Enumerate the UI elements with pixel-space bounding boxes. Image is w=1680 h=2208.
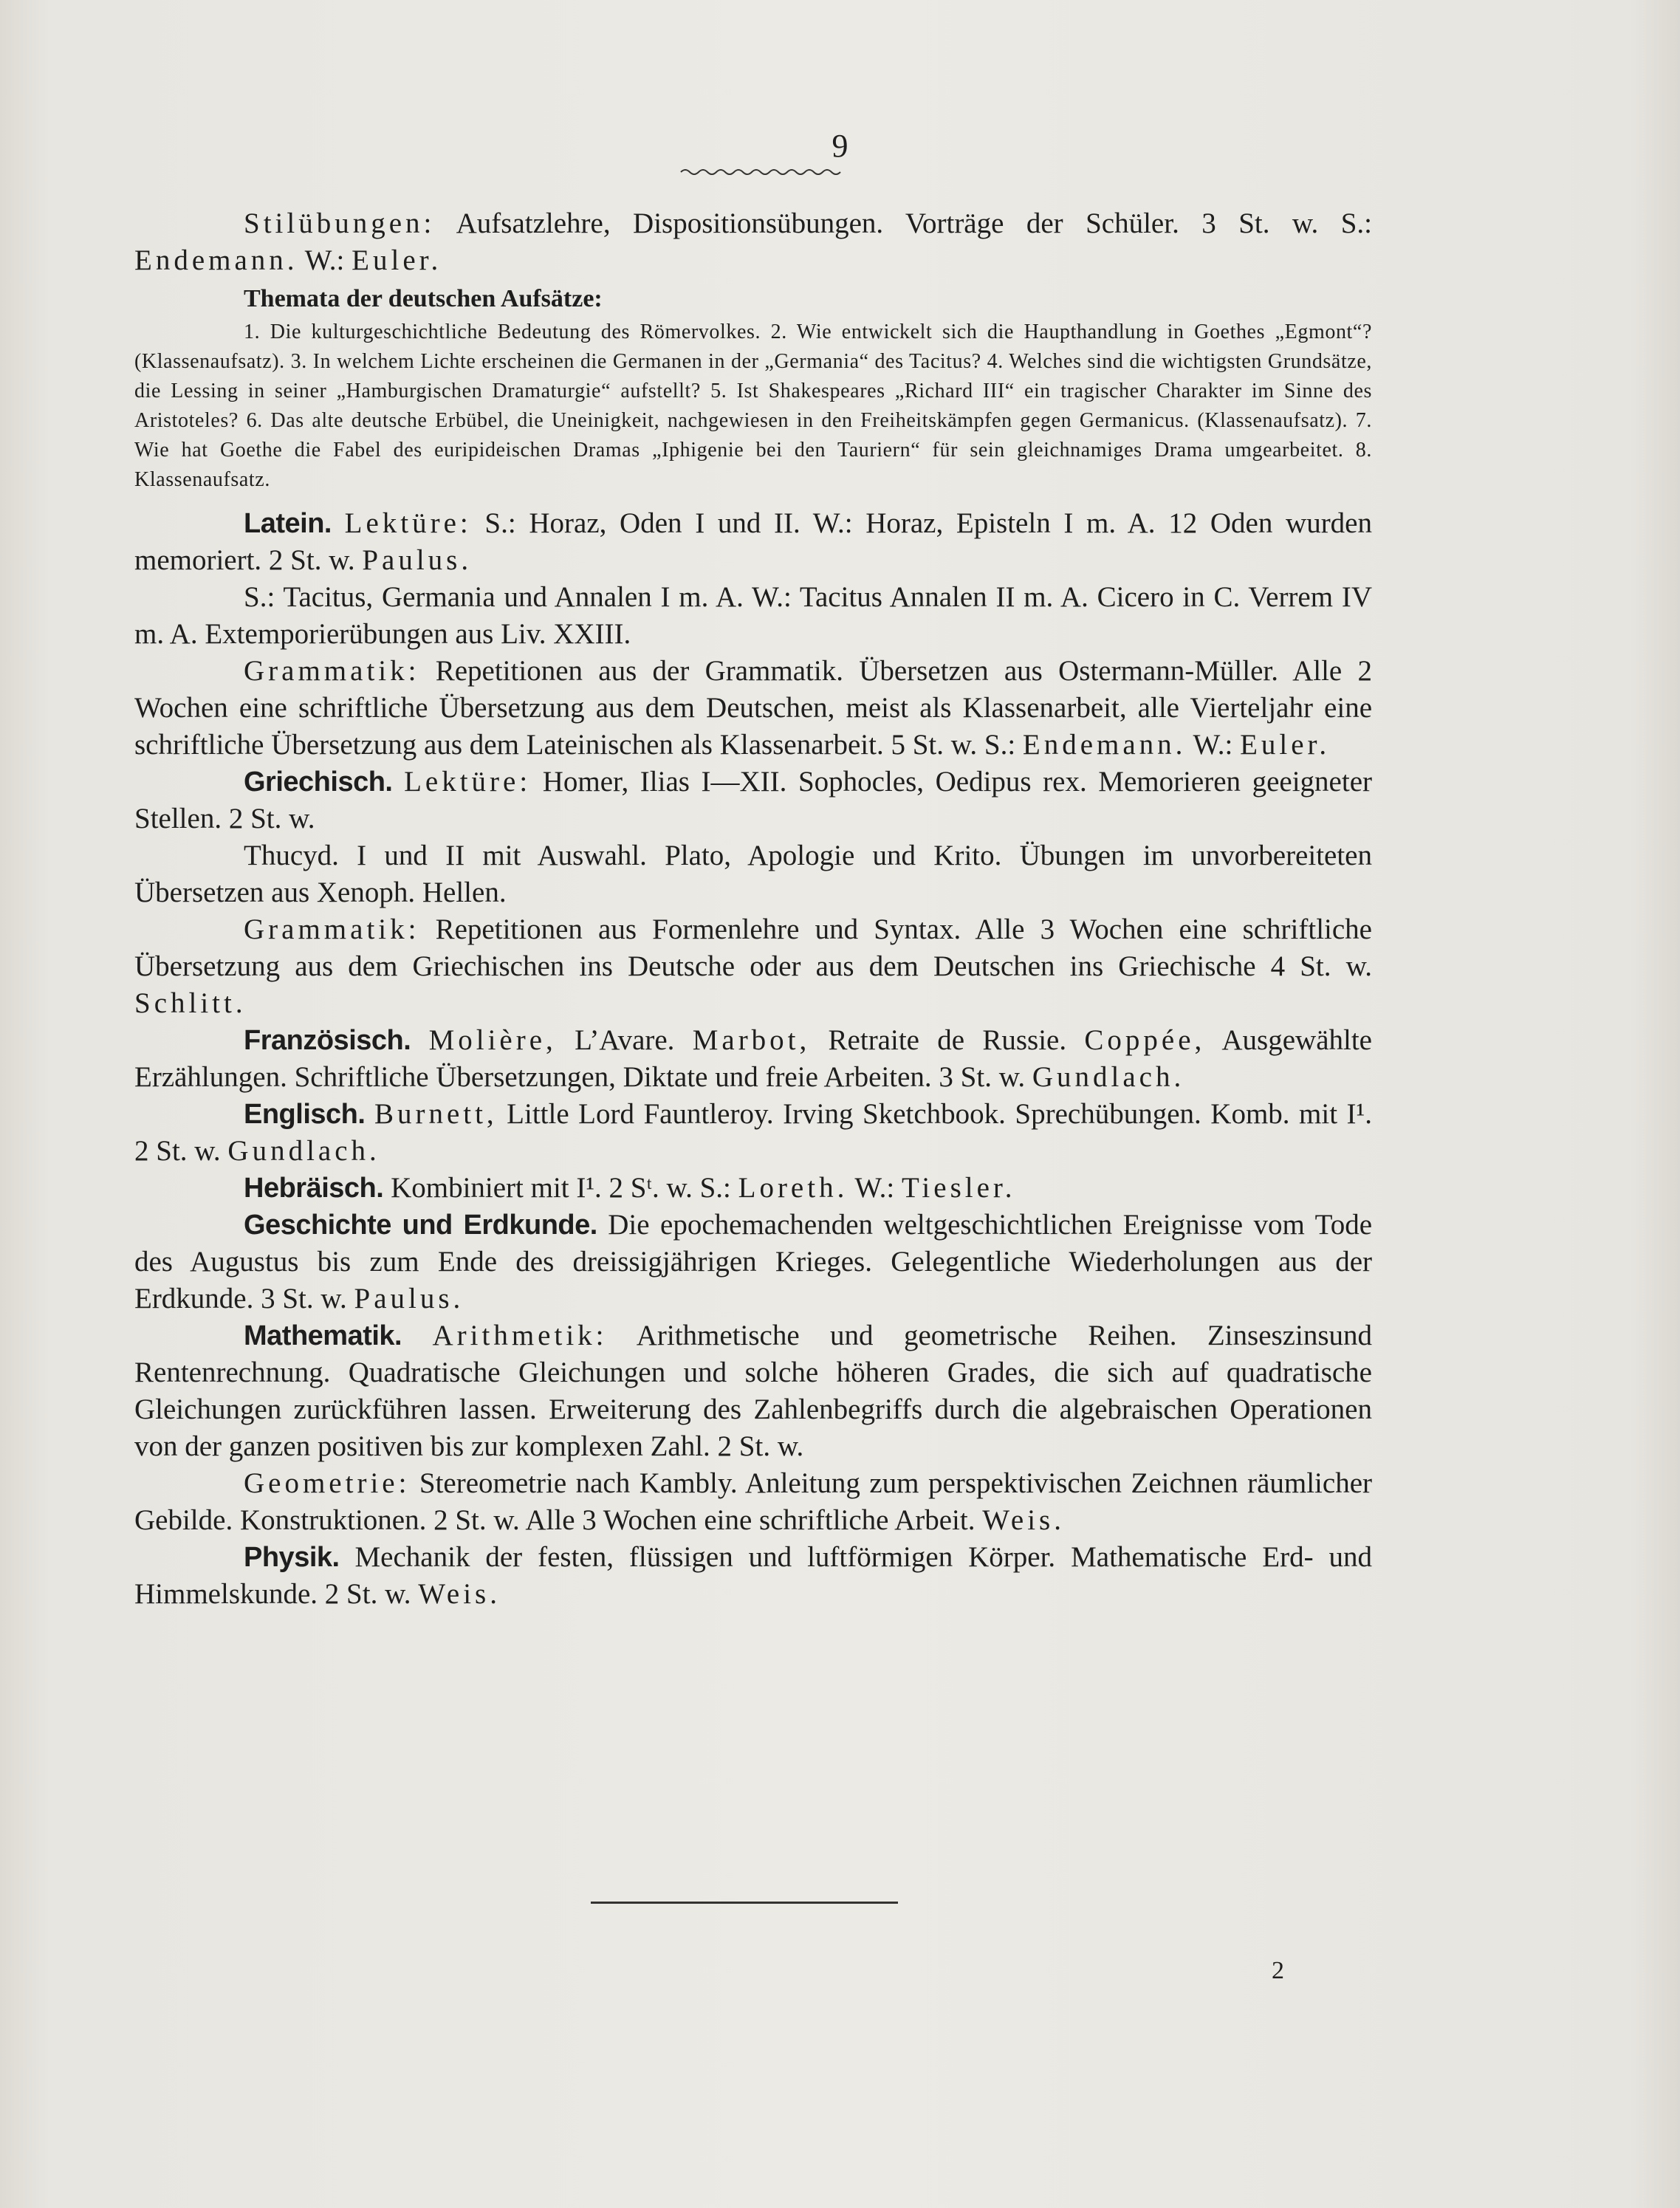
franz-text-2: Retraite de Russie. <box>810 1024 1085 1056</box>
subject-geschichte: Geschichte und Erdkunde. <box>244 1210 597 1241</box>
mathematik-arithmetik <box>134 1317 1372 1465</box>
physik-text: Mechanik der festen, flüssigen und luftförmigen Körper. Mathematische Erd- und Himmelskunde. 2 St. w. <box>134 1541 1372 1610</box>
subject-hebraeisch: Hebräisch. <box>244 1173 384 1204</box>
hebr-teacher-1: Loreth. <box>738 1172 848 1204</box>
griechisch-lektuere-2: Thucyd. I und II mit Auswahl. Plato, Apologie und Krito. Übungen im unvorbereiteten Übersetzen aus Xenoph. Hellen. <box>134 840 1372 908</box>
stil-teacher-1: Endemann. <box>134 244 298 276</box>
griechisch-lekt-label: Lektüre: <box>404 766 532 798</box>
griechisch-lekt-text: Homer, Ilias I—XII. Sophocles, Oedipus rex. Memorieren geeigneter Stellen. 2 St. w. <box>134 766 1372 834</box>
themata-title: Themata der deutschen Aufsätze: <box>244 285 603 312</box>
stil-teacher-2: Euler. <box>352 244 442 276</box>
stil-label: Stilübungen: <box>244 208 436 239</box>
math-geo-text: Stereometrie nach Kambly. Anleitung zum perspektivischen Zeichnen räumlicher Gebilde. Konstruktionen. 2 St. w. Alle 3 Wochen eine schriftliche Arbeit. <box>134 1467 1372 1536</box>
franz-text-3: Ausgewählte Erzählungen. Schriftliche Übersetzungen, Diktate und freie Arbeiten. 3 St. w. <box>134 1024 1372 1093</box>
hebr-mid: W.: <box>848 1172 902 1204</box>
geschichte-paragraph <box>134 1207 1372 1317</box>
subject-mathematik: Mathematik. <box>244 1320 402 1351</box>
stil-paragraph <box>134 205 1372 279</box>
physik-paragraph <box>134 1539 1372 1613</box>
latein-lekt-text: S.: Horaz, Oden I und II. W.: Horaz, Episteln I m. A. 12 Oden wurden memoriert. 2 St. w. <box>134 507 1372 576</box>
hebr-text: Kombiniert mit I¹. 2 Sᵗ. w. S.: <box>383 1172 738 1204</box>
latein-grammatik <box>134 653 1372 764</box>
latein-gram-text: Repetitionen aus der Grammatik. Übersetzen aus Ostermann-Müller. Alle 2 Wochen eine schriftliche Übersetzung aus dem Deutschen, meist als Klassenarbeit, alle Vierteljahr eine schriftliche Übersetzung aus dem Lateinischen als Klassenarbeit. 5 St. w. S.: <box>134 655 1372 761</box>
math-arith-text: Arithmetische und geometrische Reihen. Zinseszinsund Rentenrechnung. Quadratische Gleichungen und solche höheren Grades, die sich auf quadratische Gleichungen zurückführen lassen. Erweiterung des Zahlenbegriffs durch die algebraischen Operationen von der ganzen positiven bis zur komplexen Zahl. 2 St. w. <box>134 1320 1372 1462</box>
griechisch-gram-text: Repetitionen aus Formenlehre und Syntax. Alle 3 Wochen eine schriftliche Übersetzung aus dem Griechischen ins Deutsche oder aus dem Deutschen ins Griechische 4 St. w. <box>134 913 1372 982</box>
signature-mark: 2 <box>1272 1957 1284 1984</box>
physik-teacher: Weis. <box>418 1578 501 1610</box>
latein-gram-mid: W.: <box>1186 729 1241 761</box>
griechisch-gram-teacher: Schlitt. <box>134 987 247 1019</box>
latein-gram-label: Grammatik: <box>244 655 420 687</box>
latein-gram-teacher-2: Euler. <box>1240 729 1331 761</box>
page-number: 9 <box>832 128 848 164</box>
engl-author: Burnett, <box>374 1098 498 1130</box>
stil-mid: W.: <box>298 244 352 276</box>
mathematik-geometrie <box>134 1465 1372 1539</box>
franz-author-2: Marbot, <box>692 1024 811 1056</box>
gesch-text: Die epochemachenden weltgeschichtlichen Ereignisse vom Tode des Augustus bis zum Ende des dreissigjährigen Krieges. Gelegentliche Wiederholungen aus der Erdkunde. 3 St. w. <box>134 1209 1372 1314</box>
latein-lektuere-2: S.: Tacitus, Germania und Annalen I m. A. W.: Tacitus Annalen II m. A. Cicero in C. Verrem IV m. A. Extemporierübungen aus Liv. XXIII. <box>134 581 1372 650</box>
franz-text-1: L’Avare. <box>556 1024 693 1056</box>
subject-latein: Latein. <box>244 508 332 539</box>
franz-teacher: Gundlach. <box>1032 1061 1185 1093</box>
engl-text: Little Lord Fauntleroy. Irving Sketchbook. Sprechübungen. Komb. mit I¹. 2 St. w. <box>134 1098 1372 1167</box>
franz-author-1: Molière, <box>428 1024 557 1056</box>
latein-lektuere <box>134 505 1372 579</box>
math-arith-label: Arithmetik: <box>432 1320 608 1351</box>
math-geo-label: Geometrie: <box>244 1467 411 1499</box>
griechisch-lektuere <box>134 764 1372 837</box>
griechisch-gram-label: Grammatik: <box>244 913 420 945</box>
stil-text: Aufsatzlehre, Dispositionsübungen. Vorträge der Schüler. 3 St. w. S.: <box>435 208 1372 239</box>
latein-lekt-teacher: Paulus. <box>362 544 473 576</box>
subject-englisch: Englisch. <box>244 1099 366 1130</box>
franz-author-3: Coppée, <box>1084 1024 1206 1056</box>
closing-rule <box>591 1902 898 1904</box>
subject-franzoesisch: Französisch. <box>244 1025 411 1056</box>
wavy-ornament <box>679 167 842 177</box>
englisch-paragraph <box>134 1096 1372 1170</box>
engl-teacher: Gundlach. <box>227 1135 380 1167</box>
subject-physik: Physik. <box>244 1542 340 1573</box>
latein-lekt-label: Lektüre: <box>344 507 472 539</box>
document-body <box>134 205 1372 1613</box>
franzoesisch-paragraph <box>134 1022 1372 1096</box>
math-teacher: Weis. <box>982 1504 1065 1536</box>
themata-list: 1. Die kulturgeschichtliche Bedeutung des Römervolkes. 2. Wie entwickelt sich die Haupthandlung in Goethes „Egmont“? (Klassenaufsatz). 3. In welchem Lichte erscheinen die Germanen in der „Germania“ des Tacitus? 4. Welches sind die wichtigsten Grundsätze, die Lessing in seiner „Hamburgischen Dramaturgie“ aufstellt? 5. Ist Shakespeares „Richard III“ ein tragischer Charakter im Sinne des Aristoteles? 6. Das alte deutsche Erbübel, die Uneinigkeit, nachgewiesen in den Freiheitskämpfen gegen Germanicus. (Klassenaufsatz). 7. Wie hat Goethe die Fabel des euripideischen Dramas „Iphigenie bei den Tauriern“ für sein gleichnamiges Drama umgearbeitet. 8. Klassenaufsatz. <box>134 320 1372 491</box>
subject-griechisch: Griechisch. <box>244 767 393 798</box>
hebraeisch-paragraph <box>134 1170 1372 1207</box>
gesch-teacher: Paulus. <box>354 1283 464 1314</box>
latein-gram-teacher-1: Endemann. <box>1022 729 1187 761</box>
hebr-teacher-2: Tiesler. <box>901 1172 1016 1204</box>
griechisch-grammatik <box>134 911 1372 1022</box>
